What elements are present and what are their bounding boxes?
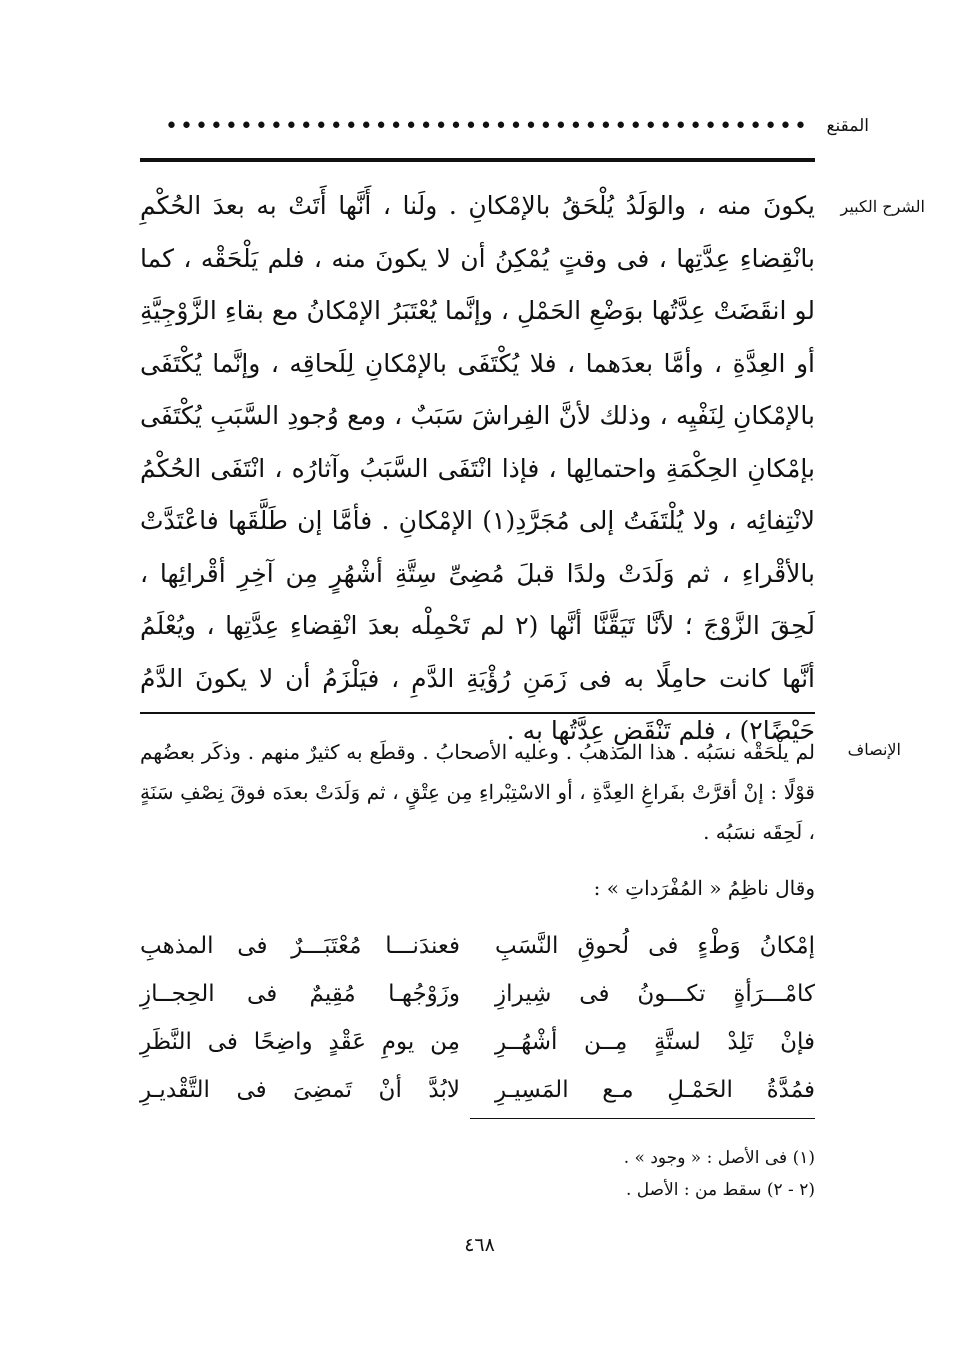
poem-second-hemistich: مِن يومِ عَقْدٍ واضِحًا فى النَّظَرِ xyxy=(140,1029,460,1055)
insaf-section-label: الإنصاف xyxy=(847,740,901,759)
poem-second-hemistich: وزَوْجُهـا مُقِيمٌ فى الحِجــازِ xyxy=(140,981,460,1007)
running-header-title: المقنع xyxy=(826,116,869,136)
poem-line xyxy=(140,970,815,1018)
poem-first-hemistich: فإنْ تَلِدْ لستَّةٍ مِــن أشْهُــرِ xyxy=(495,1029,815,1055)
sharh-section-label: الشرح الكبير xyxy=(840,197,925,216)
insaf-body-text: لم يلْحَقْه نسَبُه . هذا المذهبُ . وعليه الأصحابُ . وقطَع به كثيرٌ منهم . وذكَر بعضُهم قوْلًا : إنْ أقرَّتْ بفَراغِ العِدَّةِ ، أو الاسْتِبْراءِ مِن عِتْقٍ ، ثم وَلَدَتْ بعدَه فوقَ نِصْفِ سَنَةٍ ، لَحِقَه نسَبُه . xyxy=(140,740,815,844)
poem-line xyxy=(140,922,815,970)
footnotes xyxy=(624,1142,815,1206)
poem-first-hemistich: كامْـــرَأةٍ تكـــونُ فى شِيرازِ xyxy=(495,981,815,1007)
poem-second-hemistich: فعندَنـــا مُعْتَبَـــرٌ فى المذهبِ xyxy=(140,933,460,959)
footnote-2: (٢ - ٢) سقط من : الأصل . xyxy=(625,1180,815,1200)
poem-line xyxy=(140,1066,815,1114)
poem xyxy=(140,922,815,1114)
footnote-1: (١) فى الأصل : « وجود » . xyxy=(623,1148,815,1168)
header-rule xyxy=(140,158,815,162)
sharh-body-text: يكونَ منه ، والوَلَدُ يُلْحَقُ بالإمْكانِ . ولَنا ، أَنَّها أَتَتْ به بعدَ الحُكْمِ بانْقِضاءِ عِدَّتِها ، فى وقتٍ يُمْكِنُ أن لا يكونَ منه ، فلم يَلْحَقْه ، كما لو انقَضَتْ عِدَّتُها بوَضْعِ الحَمْلِ ، وإنَّما يُعْتَبَرُ الإمْكانُ مع بقاءِ الزَّوْجِيَّةِ أو العِدَّةِ ، وأمَّا بعدَهما ، فلا يُكْتَفَى بالإمْكانِ لِلَحاقِه ، وإنَّما يُكْتَفَى بالإمْكانِ لِنَفْيِه ، وذلك لأنَّ الفِراشَ سَبَبٌ ، ومع وُجودِ السَّبَبِ يُكْتَفَى بإمْكانِ الحِكْمَةِ واحتمالِها ، فإذا انْتَفَى السَّبَبُ وآثارُه ، انْتَفَى الحُكْمُ لانْتِفائِه ، ولا يُلْتَفَتُ إلى مُجَرَّدِ(١) الإمْكانِ . فأمَّا إن طَلَّقَها فاعْتَدَّتْ بالأقْراءِ ، ثم وَلَدَتْ ولدًا قبلَ مُضِىِّ سِتَّةِ أشْهُرٍ مِن آخِرِ أقْرائِها ، لَحِقَ الزَّوْجَ ؛ لأنَّا تَيَقَّنَّا أنَّها (٢ لم تَحْمِلْه بعدَ انْقِضاءِ عِدَّتِها ، ويُعْلَمُ أنَّها كانت حامِلًا به فى زَمَنِ رُؤْيَةِ الدَّمِ ، فيَلْزَمُ أن لا يكونَ الدَّمُ حَيْضًا٢) ، فلم تَنْقَضِ عِدَّتُها به . xyxy=(140,191,815,745)
poem-second-hemistich: لابُدَّ أنْ تَمضِىَ فى التَّقْديـرِ xyxy=(140,1077,460,1103)
poem-first-hemistich: فمُدَّةُ الحَمْـلِ مـع المَسِيـرِ xyxy=(495,1077,815,1103)
header-dotted-line: ••••••••••••••••••••••••••••••••••••••••••• xyxy=(165,114,809,139)
poem-intro: وقال ناظِمُ « المُفْرَداتِ » : xyxy=(593,876,815,900)
footnote-rule xyxy=(470,1118,815,1119)
poem-line xyxy=(140,1018,815,1066)
page-number: ٤٦٨ xyxy=(464,1234,495,1256)
section-divider xyxy=(140,712,815,714)
poem-first-hemistich: إمْكانُ وَطْءٍ فى لُحوقِ النَّسَبِ xyxy=(495,933,815,959)
